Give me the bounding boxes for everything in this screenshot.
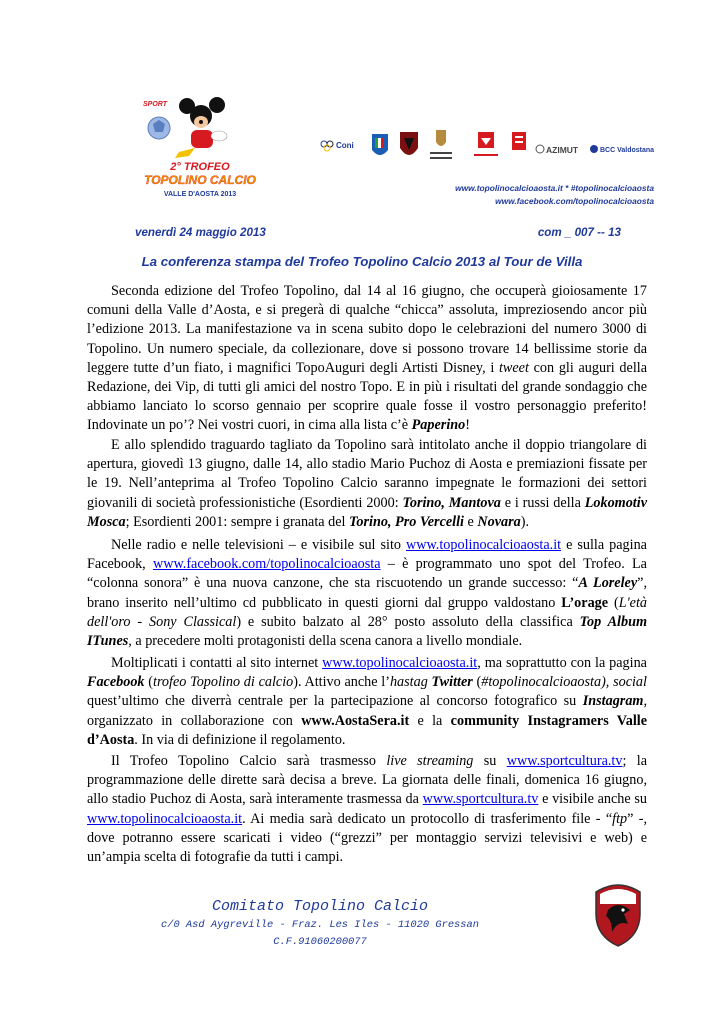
ftp-term: ftp — [612, 810, 628, 827]
chart-name: Top Album ITunes — [87, 613, 648, 650]
site-link-2[interactable]: www.topolinocalcioaosta.it — [322, 655, 478, 671]
aostasera-site: www.AostaSera.it — [301, 712, 410, 729]
instagramers-community: community Instagramers Valle d’Aosta — [87, 712, 647, 748]
lovevda-logo — [474, 132, 498, 156]
sponsor-logos — [318, 128, 656, 166]
novara-team: Novara — [477, 513, 521, 530]
club-crest-icon — [590, 880, 646, 948]
sportcultura-link-2[interactable]: www.sportcultura.tv — [422, 791, 539, 808]
facebook-link[interactable]: www.facebook.com/topolinocalcioaosta — [152, 556, 381, 573]
twitter-word: Twitter — [431, 674, 473, 691]
logo-sport-mark: SPORT — [143, 101, 167, 108]
teams-esordienti-2000: Torino, Mantova — [402, 494, 501, 511]
trofeo-page-name: trofeo Topolino di calcio — [153, 674, 294, 691]
svg-text:BCC Valdostana: BCC Valdostana — [600, 147, 655, 154]
paragraph-5: Il Trofeo Topolino Calcio sarà trasmesso live streaming su www.sportcultura.tv; la programmazione delle dirette sarà decisa a breve. La giornata delle finali, domenica 16 giugno, allo stadio Puchoz di Aosta, sarà interamente trasmessa da www.sportcultura.tv e visibile anche su www.topolinocalcioaosta.it. Ai media sarà dedicato un protocollo di trasferimento file - “ftp” -, dove potranno essere scaricati i video (“grezzi” per montaggio servizi televisivi e web) e un’ampia scelta di fotografie da tutti i campi. — [87, 753, 648, 866]
bcc-valdostana-logo — [590, 145, 654, 154]
footer-address: c/0 Asd Aygreville - Fraz. Les Iles - 11020 Gressan — [160, 919, 479, 931]
paragraph-1: Seconda edizione del Trofeo Topolino, dal 14 al 16 giugno, che occuperà gioiosamente 17 comuni della Valle d’Aosta, e si pregerà di qualche “chicca” assoluta, impreziosendo ancor più l’edizione 2013. La manifestazione va in scena subito dopo le celebrazioni del numero 3000 di Topolino. Un numero speciale, da collezionare, dove si possono trovare 14 bellissime storie da leggere tutte d’un fiato, i magnifici TopoAuguri degli Artisti Disney, i tweet con gli auguri della Redazione, dei Vip, di tutti gli amici del nostro Topo. E in più i risultati del grande sondaggio che abbiamo lanciato lo scorso gennaio per scoprire quale fosse il vostro personaggio preferito! Indovinate un po’? Nei vostri cuori, in cima alla lista c’è Paperino! — [87, 283, 647, 434]
header-web-line1[interactable]: www.topolinocalcioaosta.it * #topolinocalcioaosta — [455, 183, 654, 193]
album-name: L'età dell'oro - Sony Classical — [87, 594, 647, 630]
azimut-logo — [536, 145, 579, 155]
paperino-name: Paperino — [411, 417, 466, 434]
tweet-term: tweet — [498, 359, 529, 376]
logo-line3: VALLE D'AOSTA 2013 — [163, 191, 237, 198]
hastag-word: hastag — [389, 674, 428, 691]
sportcultura-link[interactable]: www.sportcultura.tv — [506, 753, 623, 769]
trofeo-topolino-logo — [135, 92, 265, 204]
logo-line2: TOPOLINO CALCIO — [144, 173, 256, 187]
paragraph-4: Moltiplicati i contatti al sito internet www.topolinocalcioaosta.it, ma soprattutto con la pagina Facebook (trofeo Topolino di calcio). Attivo anche l’hastag Twitter (#topolinocalcioaosta), social quest’ultimo che diverrà centrale per la partecipazione al concorso fotografico su Instagram, organizzato in collaborazione con www.AostaSera.it e la community Instagramers Valle d’Aosta. In via di definizione il regolamento. — [87, 655, 647, 748]
footer-tax-code: C.F.91060200077 — [273, 936, 367, 948]
aosta-logo — [512, 132, 526, 150]
header-web-line2[interactable]: www.facebook.com/topolinocalcioaosta — [495, 196, 654, 206]
paragraph-2: E allo splendido traguardo tagliato da Topolino sarà intitolato anche il doppio triangolare di apertura, giovedì 13 giugno, dalle 14, allo stadio Mario Puchoz di Aosta e premiazioni fissate per le 19. Nell’anteprima al Trofeo Topolino Calcio saranno impegnate le formazioni dei settori giovanili di società professionistiche (Esordienti 2000: Torino, Mantova e i russi della Lokomotiv Mosca; Esordienti 2001: sempre i granata del Torino, Pro Vercelli e Novara). — [87, 437, 647, 530]
coni-logo — [321, 141, 354, 151]
facebook-word: Facebook — [87, 674, 145, 691]
logo-line1: 2° TROFEO — [170, 161, 230, 173]
club-shield — [400, 132, 418, 155]
communique-number: com _ 007 -- 13 — [537, 226, 621, 239]
live-streaming-term: live streaming — [386, 753, 474, 769]
press-release-title: La conferenza stampa del Trofeo Topolino Calcio 2013 al Tour de Villa — [141, 254, 583, 269]
hashtag-text: #topolinocalcioaosta), social — [481, 674, 647, 691]
figc-shield — [372, 134, 388, 155]
instagram-word: Instagram — [582, 693, 644, 710]
svg-text:Coni: Coni — [336, 141, 354, 150]
site-link-3[interactable]: www.topolinocalcioaosta.it — [87, 810, 243, 827]
site-link[interactable]: www.topolinocalcioaosta.it — [405, 537, 562, 553]
teams-esordienti-2001: Torino, Pro Vercelli — [349, 513, 464, 530]
svg-text:AZIMUT: AZIMUT — [546, 145, 579, 155]
release-date: venerdì 24 maggio 2013 — [135, 226, 266, 239]
song-title: A Loreley — [578, 575, 638, 592]
paragraph-3: Nelle radio e nelle televisioni – e visibile sul sito www.topolinocalcioaosta.it e sulla pagina Facebook, www.facebook.com/topolinocalcioaosta – è programmato uno spot del Trofeo. La “colonna sonora” è una nuova canzone, che sta riscuotendo un grande successo: “A Loreley”, brano inserito nell’ultimo cd pubblicato in questi giorni dal gruppo valdostano L’orage (L'età dell'oro - Sony Classical) e subito balzato al 28° posto assoluto della classifica Top Album ITunes, a precedere molti protagonisti della scena canora a livello mondiale. — [87, 537, 648, 650]
band-name: L’orage — [561, 594, 609, 611]
regione-valle-aosta-logo — [430, 130, 452, 159]
lokomotiv-mosca: Lokomotiv Mosca — [87, 494, 647, 530]
footer-organization: Comitato Topolino Calcio — [211, 898, 429, 915]
